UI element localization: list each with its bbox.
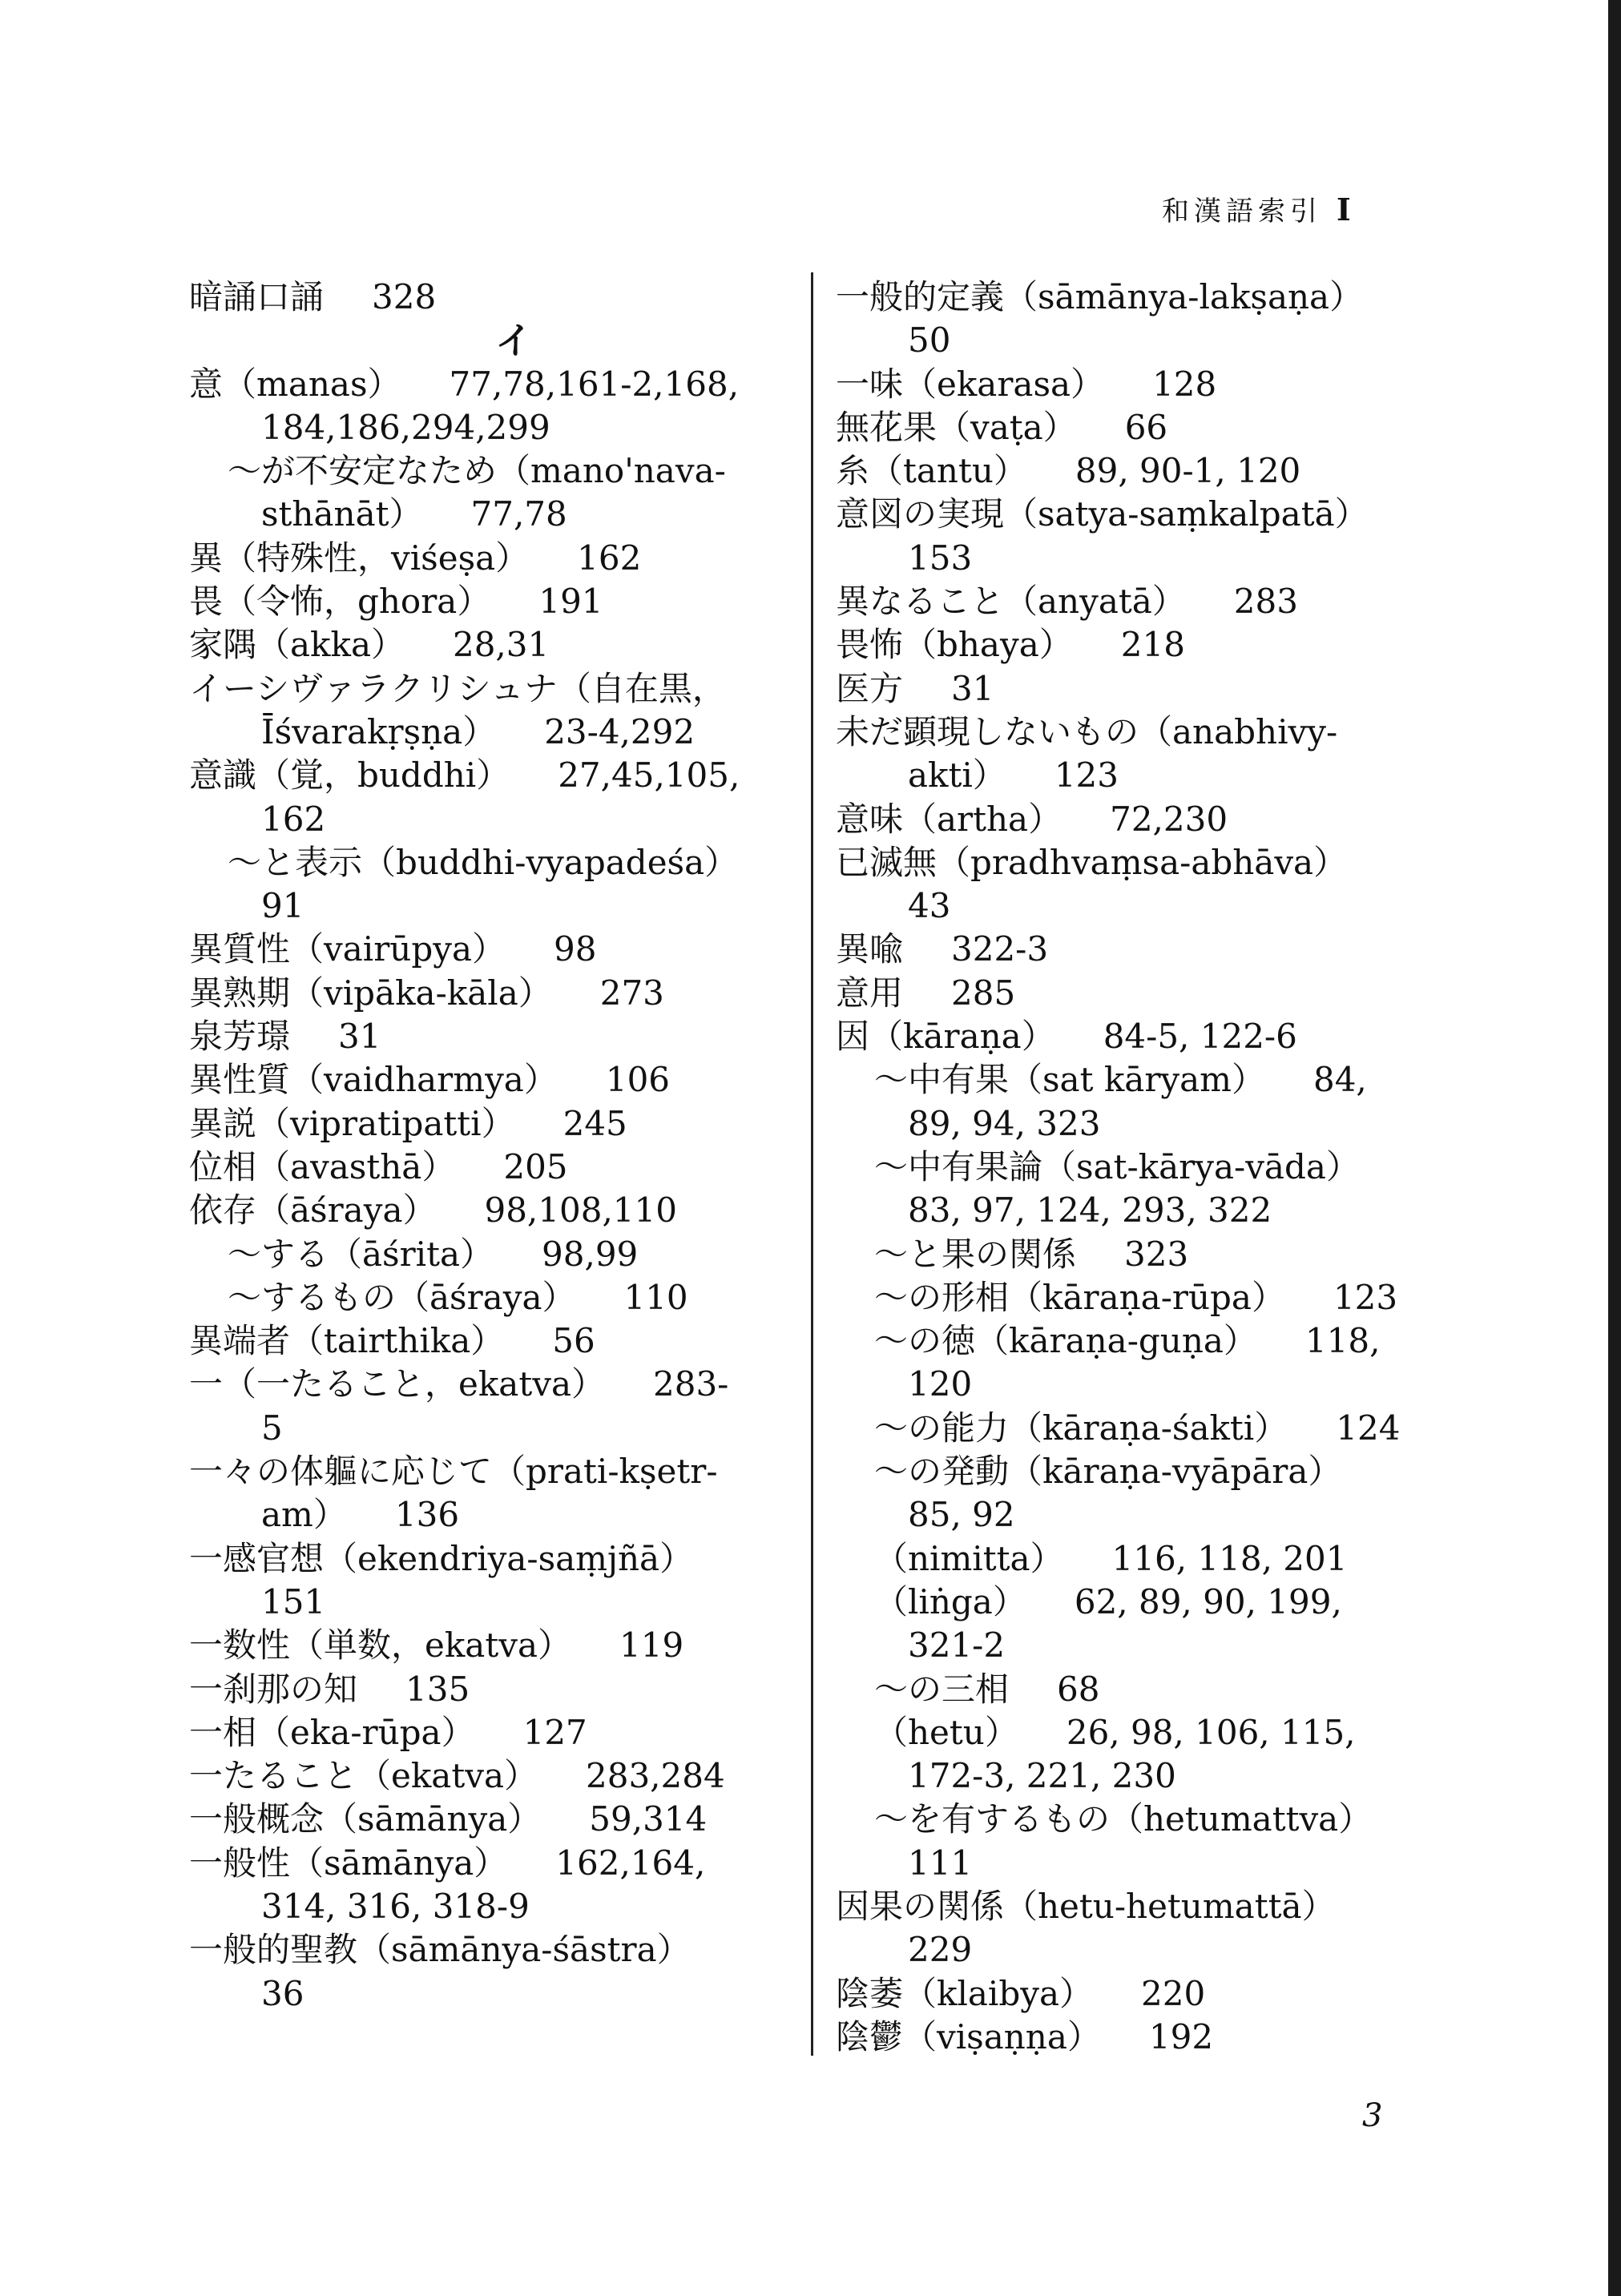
index-term: 36 xyxy=(261,1973,304,2013)
index-entry xyxy=(836,276,1445,319)
index-term: ～するもの（āśraya） xyxy=(228,1277,576,1317)
index-term: 因（kāraṇa） xyxy=(836,1017,1055,1057)
index-page-refs: 89, 90-1, 120 xyxy=(1075,451,1301,491)
index-term: ～中有果論（sat-kārya-vāda） xyxy=(874,1146,1360,1186)
index-term: 一感官想（ekendriya-saṃjñā） xyxy=(189,1538,694,1578)
index-term: 一刹那の知 xyxy=(189,1669,358,1709)
index-term: （nimitta） xyxy=(874,1538,1064,1578)
index-term: 異性質（vaidharmya） xyxy=(189,1060,558,1100)
running-head-title: 和漢語索引 xyxy=(1162,195,1322,228)
index-term: （hetu） xyxy=(874,1712,1018,1752)
index-entry-continuation xyxy=(189,1581,798,1624)
index-term: 異喩 xyxy=(836,929,904,969)
index-entry-continuation xyxy=(836,884,1445,928)
index-entry-continuation xyxy=(189,711,798,754)
index-column-right xyxy=(836,276,1445,2059)
index-term: 意用 xyxy=(836,973,904,1013)
index-page-refs: 27,45,105, xyxy=(558,755,740,796)
index-entry xyxy=(836,1581,1445,1624)
index-page-refs: 68 xyxy=(1057,1669,1100,1709)
index-page-refs: 128 xyxy=(1152,364,1217,404)
index-page-refs: 124 xyxy=(1336,1408,1401,1448)
index-term: 意（manas） xyxy=(189,364,401,404)
column-divider xyxy=(811,272,813,2056)
index-entry xyxy=(189,1450,798,1493)
index-entry xyxy=(836,711,1445,754)
index-entry xyxy=(189,1537,798,1581)
index-page-refs: 119 xyxy=(619,1625,684,1666)
index-entry xyxy=(189,928,798,971)
index-term: ～と表示（buddhi-vyapadeśa） xyxy=(228,842,739,882)
index-term: 一（一たること，ekatva） xyxy=(189,1364,605,1404)
index-entry xyxy=(189,1233,798,1276)
index-entry-continuation xyxy=(189,406,798,449)
index-term: ～の能力（kāraṇa-śakti） xyxy=(874,1408,1288,1448)
index-page-refs: 26, 98, 106, 115, xyxy=(1066,1712,1356,1752)
index-entry xyxy=(836,1407,1445,1450)
index-term: 314, 316, 318-9 xyxy=(261,1886,530,1926)
index-term: 一相（eka-rūpa） xyxy=(189,1712,475,1752)
index-term: 一たること（ekatva） xyxy=(189,1756,538,1796)
index-term: ～中有果（sat kāryam） xyxy=(874,1060,1265,1100)
index-term: ～を有するもの（hetumattva） xyxy=(874,1799,1373,1839)
index-term: 一般性（sāmānya） xyxy=(189,1843,508,1883)
index-entry xyxy=(189,841,798,884)
index-page-refs: 123 xyxy=(1054,755,1119,796)
index-entry xyxy=(836,798,1445,841)
index-entry xyxy=(189,1015,798,1058)
index-entry xyxy=(836,1058,1445,1102)
index-page-refs: 118, xyxy=(1304,1321,1381,1361)
index-term: 泉芳璟 xyxy=(189,1017,291,1057)
index-term: ～の発動（kāraṇa-vyāpāra） xyxy=(874,1452,1342,1492)
index-page-refs: 98 xyxy=(553,929,597,969)
index-entry xyxy=(189,1189,798,1232)
index-term: イーシヴァラクリシュナ（自在黒， xyxy=(189,668,726,708)
index-entry xyxy=(836,972,1445,1015)
index-entry xyxy=(836,493,1445,536)
index-term: 120 xyxy=(908,1364,973,1404)
index-term: 異端者（tairthika） xyxy=(189,1321,505,1361)
index-page-refs: 245 xyxy=(563,1103,627,1143)
index-entry xyxy=(189,363,798,406)
index-page-refs: 323 xyxy=(1124,1234,1189,1274)
index-term: ～の形相（kāraṇa-rūpa） xyxy=(874,1277,1285,1317)
index-term: 162 xyxy=(261,799,326,839)
index-entry xyxy=(836,1276,1445,1319)
index-entry xyxy=(189,1711,798,1754)
index-entry xyxy=(836,1668,1445,1711)
index-entry-continuation xyxy=(836,754,1445,797)
index-entry xyxy=(836,406,1445,449)
index-entry xyxy=(836,1233,1445,1276)
index-page-refs: 273 xyxy=(599,973,664,1013)
index-term: 畏（令怖，ghora） xyxy=(189,582,491,622)
index-page-refs: 136 xyxy=(394,1495,460,1535)
index-term: 糸（tantu） xyxy=(836,451,1027,491)
index-entry xyxy=(189,1668,798,1711)
index-term: ～の徳（kāraṇa-guṇa） xyxy=(874,1321,1257,1361)
index-term: 91 xyxy=(261,886,304,926)
index-term: ～の三相 xyxy=(874,1669,1010,1709)
index-entry xyxy=(836,363,1445,406)
index-entry xyxy=(836,928,1445,971)
index-page-refs: 285 xyxy=(951,973,1016,1013)
index-page-refs: 77,78,161-2,168, xyxy=(449,364,740,404)
index-term: 85, 92 xyxy=(908,1495,1015,1535)
index-term: ～と果の関係 xyxy=(874,1234,1077,1274)
index-entry xyxy=(189,537,798,580)
running-head-section: I xyxy=(1337,191,1356,228)
index-term: 5 xyxy=(261,1408,283,1448)
index-term: 家隅（akka） xyxy=(189,625,405,665)
index-page-refs: 283,284 xyxy=(586,1756,725,1796)
index-term: 50 xyxy=(908,320,951,361)
index-page-refs: 66 xyxy=(1124,407,1168,447)
index-entry xyxy=(189,449,798,493)
index-entry-continuation xyxy=(189,798,798,841)
index-entry-continuation xyxy=(189,1972,798,2016)
index-entry xyxy=(189,754,798,797)
index-term: 一般概念（sāmānya） xyxy=(189,1799,542,1839)
index-entry xyxy=(189,1319,798,1363)
index-term: 依存（āśraya） xyxy=(189,1190,437,1231)
index-entry xyxy=(836,1015,1445,1058)
index-page-refs: 322-3 xyxy=(951,929,1049,969)
index-entry-continuation xyxy=(189,493,798,536)
index-page-refs: 106 xyxy=(605,1060,671,1100)
index-entry xyxy=(189,276,798,319)
index-term: 111 xyxy=(908,1843,973,1883)
index-entry xyxy=(836,1885,1445,1928)
index-page-refs: 192 xyxy=(1148,2016,1214,2056)
index-entry xyxy=(189,580,798,623)
index-entry xyxy=(836,1450,1445,1493)
index-entry xyxy=(836,1972,1445,2016)
index-page-refs: 28,31 xyxy=(452,625,550,665)
index-term: Īśvarakṛṣṇa） xyxy=(261,711,497,751)
index-entry xyxy=(836,1537,1445,1581)
index-page-refs: 135 xyxy=(405,1669,470,1709)
index-term: 陰鬱（viṣaṇṇa） xyxy=(836,2016,1101,2056)
index-term: 一味（ekarasa） xyxy=(836,364,1105,404)
index-term: 151 xyxy=(261,1581,326,1621)
index-term: ～が不安定なため（mano'nava- xyxy=(228,451,726,491)
index-entry xyxy=(836,1711,1445,1754)
index-entry xyxy=(189,1146,798,1189)
index-term: 229 xyxy=(908,1930,973,1970)
index-term: 異（特殊性，viśeṣa） xyxy=(189,538,530,578)
index-entry xyxy=(189,972,798,1015)
index-entry xyxy=(836,580,1445,623)
index-entry xyxy=(189,1754,798,1798)
index-term: 異説（vipratipatti） xyxy=(189,1103,515,1143)
index-entry-continuation xyxy=(836,537,1445,580)
index-term: 意図の実現（satya-saṃkalpatā） xyxy=(836,494,1369,534)
index-page-refs: 205 xyxy=(503,1146,568,1186)
index-page-refs: 77,78 xyxy=(470,494,567,534)
index-term: sthānāt） xyxy=(261,494,423,534)
page-edge-shadow xyxy=(1608,0,1621,2296)
index-term: 異熟期（vipāka-kāla） xyxy=(189,973,552,1013)
index-term: 172-3, 221, 230 xyxy=(908,1756,1176,1796)
index-page-refs: 62, 89, 90, 199, xyxy=(1074,1581,1342,1621)
index-term: ～する（āśrita） xyxy=(228,1234,494,1274)
running-head xyxy=(1162,189,1356,228)
index-term: am） xyxy=(261,1495,347,1535)
index-term: 異質性（vairūpya） xyxy=(189,929,506,969)
index-term: 一般的定義（sāmānya-lakṣaṇa） xyxy=(836,277,1364,316)
index-entry xyxy=(836,1146,1445,1189)
index-term: 暗誦口誦 xyxy=(189,277,325,316)
index-column-left xyxy=(189,276,798,2016)
index-page-refs: 162 xyxy=(577,538,642,578)
index-entry xyxy=(836,623,1445,667)
index-entry xyxy=(189,1363,798,1406)
index-term: 意識（覚，buddhi） xyxy=(189,755,510,796)
index-page-refs: 218 xyxy=(1120,625,1185,665)
index-page-refs: 127 xyxy=(522,1712,587,1752)
index-page-refs: 116, 118, 201 xyxy=(1111,1538,1348,1578)
index-page-refs: 23-4,292 xyxy=(544,711,696,751)
index-term: 一数性（単数，ekatva） xyxy=(189,1625,571,1666)
index-term: 184,186,294,299 xyxy=(261,407,550,447)
index-page-refs: 56 xyxy=(552,1321,595,1361)
index-page-refs: 31 xyxy=(951,668,994,708)
index-entry xyxy=(836,449,1445,493)
index-page-refs: 110 xyxy=(623,1277,688,1317)
index-term: akti） xyxy=(908,755,1006,796)
index-entry-continuation xyxy=(836,1493,1445,1537)
index-page-refs: 283- xyxy=(653,1364,729,1404)
index-entry xyxy=(836,667,1445,711)
index-term: 意味（artha） xyxy=(836,799,1063,839)
index-page-refs: 59,314 xyxy=(589,1799,708,1839)
index-entry xyxy=(189,1102,798,1146)
index-entry xyxy=(189,1842,798,1885)
index-page-refs: 162,164, xyxy=(555,1843,706,1883)
index-page-refs: 328 xyxy=(372,277,437,316)
index-entry-continuation xyxy=(189,884,798,928)
index-entry xyxy=(189,1058,798,1102)
index-entry-continuation xyxy=(836,1189,1445,1232)
index-entry xyxy=(836,1319,1445,1363)
index-page-refs: 72,230 xyxy=(1110,799,1228,839)
index-term: 異なること（anyatā） xyxy=(836,582,1186,622)
index-entry-continuation xyxy=(836,1624,1445,1667)
index-entry xyxy=(189,623,798,667)
index-page-refs: 191 xyxy=(538,582,603,622)
index-term: 321-2 xyxy=(908,1625,1006,1666)
index-term: 陰萎（klaibya） xyxy=(836,1973,1094,2013)
index-page-refs: 283 xyxy=(1233,582,1298,622)
index-term: 43 xyxy=(908,886,951,926)
index-entry xyxy=(189,1276,798,1319)
index-page-refs: 84, xyxy=(1313,1060,1367,1100)
index-term: 因果の関係（hetu-hetumattā） xyxy=(836,1886,1336,1926)
index-entry-continuation xyxy=(836,1754,1445,1798)
index-term: 一般的聖教（sāmānya-śāstra） xyxy=(189,1930,691,1970)
index-entry xyxy=(189,1928,798,1972)
index-page-refs: 123 xyxy=(1333,1277,1398,1317)
index-term: 畏怖（bhaya） xyxy=(836,625,1073,665)
index-term: 153 xyxy=(908,538,973,578)
index-entry xyxy=(189,667,798,711)
index-entry-continuation xyxy=(189,1407,798,1450)
page-number: 3 xyxy=(1362,2097,1383,2134)
index-entry-continuation xyxy=(189,1885,798,1928)
index-term: 一々の体軀に応じて（prati-kṣetr- xyxy=(189,1452,718,1492)
index-entry-continuation xyxy=(836,1363,1445,1406)
index-entry xyxy=(189,1624,798,1667)
index-entry-continuation xyxy=(836,1842,1445,1885)
index-entry xyxy=(836,2016,1445,2059)
index-entry xyxy=(836,1798,1445,1841)
index-page-refs: 98,108,110 xyxy=(484,1190,677,1231)
index-entry-continuation xyxy=(836,319,1445,362)
index-entry-continuation xyxy=(189,1493,798,1537)
index-entry xyxy=(189,1798,798,1841)
index-page-refs: 31 xyxy=(338,1017,381,1057)
kana-section-heading: イ xyxy=(495,319,532,363)
index-term: （liṅga） xyxy=(874,1581,1026,1621)
index-entry xyxy=(836,841,1445,884)
index-term: 已滅無（pradhvaṃsa-abhāva） xyxy=(836,842,1348,882)
index-term: 位相（avasthā） xyxy=(189,1146,456,1186)
index-page-refs: 220 xyxy=(1141,1973,1206,2013)
index-page-refs: 84-5, 122-6 xyxy=(1103,1017,1297,1057)
index-term: 83, 97, 124, 293, 322 xyxy=(908,1190,1272,1231)
index-entry-continuation xyxy=(836,1102,1445,1146)
index-term: 未だ顕現しないもの（anabhivy- xyxy=(836,711,1338,751)
index-term: 医方 xyxy=(836,668,904,708)
index-term: 無花果（vaṭa） xyxy=(836,407,1077,447)
index-entry-continuation xyxy=(836,1928,1445,1972)
index-page-refs: 98,99 xyxy=(542,1234,639,1274)
index-term: 89, 94, 323 xyxy=(908,1103,1101,1143)
